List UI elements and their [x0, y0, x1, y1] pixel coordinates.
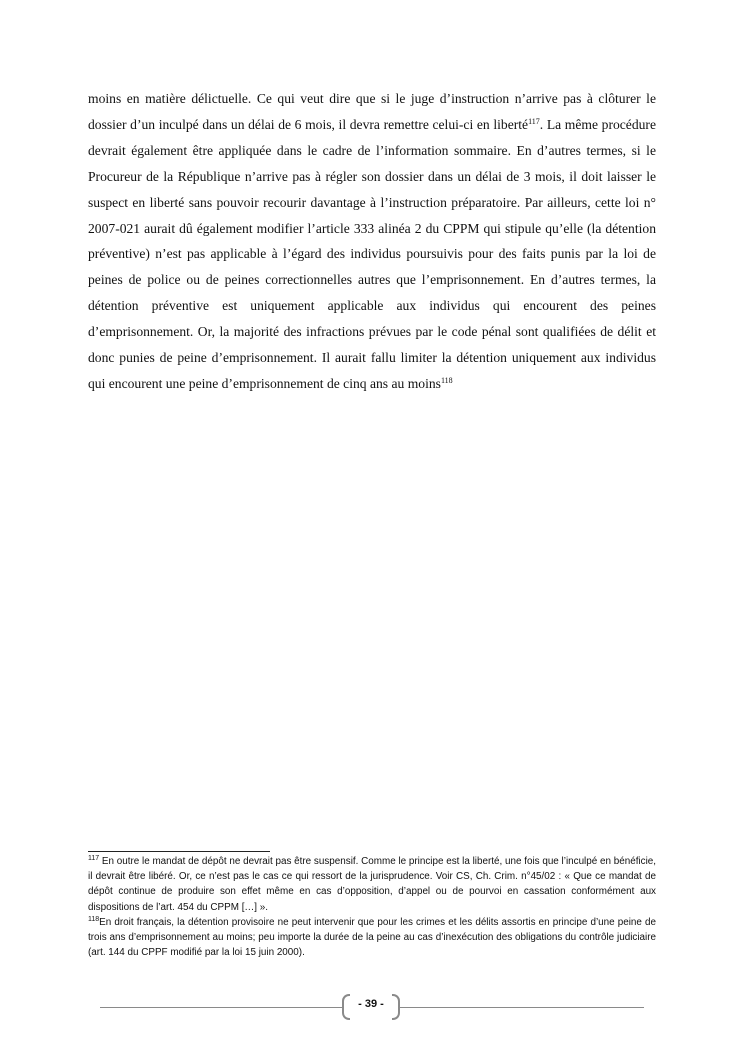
footnotes	[88, 854, 656, 960]
left-bracket-icon	[342, 994, 350, 1020]
paragraph-text-part-2: . La même procédure devrait également être appliquée dans le cadre de l’information sommaire. En d’autres termes, si le Procureur de la République n’arrive pas à régler son dossier dans un délai de 3 mois, il doit laisser le suspect en liberté sans pouvoir recourir davantage à l’instruction préparatoire. Par ailleurs, cette loi n° 2007-021 aurait dû également modifier l’article 333 alinéa 2 du CPPM qui stipule qu’elle (la détention préventive) n’est pas applicable à l’égard des individus poursuivis pour des faits punis par la loi de peines de police ou de peines correctionnelles autres que l’emprisonnement. En d’autres termes, la détention préventive est uniquement applicable aux individus qui encourent des peines d’emprisonnement. Or, la majorité des infractions prévues par le code pénal sont qualifiées de délit et donc punies de peine d’emprisonnement. Il aurait fallu limiter la détention uniquement aux individus qui encourent une peine d’emprisonnement de cinq ans au moins	[88, 116, 656, 391]
paragraph-text-part-1: moins en matière délictuelle. Ce qui veut dire que si le juge d’instruction n’arrive pas à clôturer le dossier d’un inculpé dans un délai de 6 mois, il devra remettre celui-ci en liberté	[88, 91, 656, 132]
footer-rule-right	[400, 1007, 644, 1008]
right-bracket-icon	[392, 994, 400, 1020]
main-paragraph	[88, 86, 656, 397]
footnote-separator	[88, 851, 270, 852]
body-text	[88, 86, 656, 397]
footnote-117	[88, 854, 656, 915]
footnote-ref-117[interactable]: 117	[528, 116, 540, 126]
footnote-text: En droit français, la détention provisoire ne peut intervenir que pour les crimes et les délits assortis en principe d’une peine de trois ans d’emprisonnement au moins; peu importe la durée de la peine au cas d’inexécution des obligations du contrôle judiciaire (art. 144 du CPPF modifié par la loi 15 juin 2000).	[88, 916, 656, 959]
page-number: - 39 -	[358, 998, 384, 1010]
footnote-number: 117	[88, 855, 100, 862]
footnote-number: 118	[88, 915, 100, 923]
page-footer	[100, 994, 644, 1018]
footnote-118	[88, 915, 656, 961]
footnote-ref-118[interactable]: 118	[440, 375, 453, 385]
footnote-text: En outre le mandat de dépôt ne devrait pas être suspensif. Comme le principe est la liberté, une fois que l’inculpé en bénéficie, il devrait être libéré. Or, ce n’est pas le cas ce qui ressort de la jurisprudence. Voir CS, Ch. Crim. n°45/02 : « Que ce mandat de dépôt continue de produire son effet même en cas d’opposition, d’appel ou de pourvoi en cassation conformément aux dispositions de l’art. 454 du CPPM […] ».	[88, 856, 656, 913]
footer-rule-left	[100, 1007, 342, 1008]
